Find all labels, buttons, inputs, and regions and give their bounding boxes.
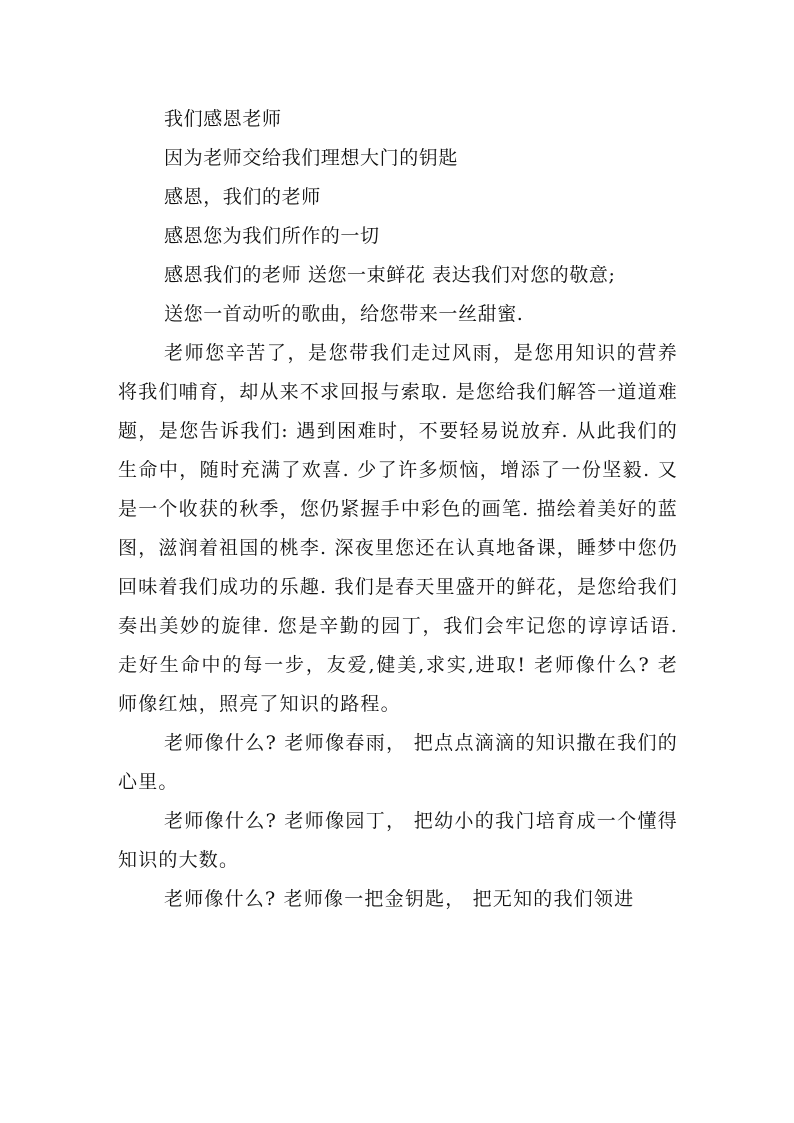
body-paragraph: 老师像什么? 老师像园丁， 把幼小的我门培育成一个懂得知识的大数。: [118, 810, 678, 871]
poem-line: 因为老师交给我们理想大门的钥匙: [164, 147, 459, 169]
poem-line: 感恩，我们的老师: [164, 186, 321, 208]
body-paragraph: 老师像什么? 老师像一把金钥匙， 把无知的我们领进: [164, 888, 635, 910]
poem-line: 感恩我们的老师 送您一束鲜花 表达我们对您的敬意;: [164, 264, 616, 286]
body-paragraph: 老师像什么? 老师像春雨， 把点点滴滴的知识撒在我们的心里。: [118, 732, 678, 793]
document-body: [118, 100, 678, 919]
poem-line: 送您一首动听的歌曲，给您带来一丝甜蜜.: [164, 303, 524, 325]
body-paragraph: 老师您辛苦了，是您带我们走过风雨，是您用知识的营养将我们哺育，却从来不求回报与索取. 是您给我们解答一道道难题，是您告诉我们: 遇到困难时，不要轻易说放弃. 从此我们的生命中，随时充满了欢喜. 少了许多烦恼，增添了一份坚毅. 又是一个收获的秋季，您仍紧握手中彩色的画笔. 描绘着美好的蓝图，滋润着祖国的桃李. 深夜里您还在认真地备课，睡梦中您仍回味着我们成功的乐趣. 我们是春天里盛开的鲜花，是您给我们奏出美妙的旋律. 您是辛勤的园丁，我们会牢记您的谆谆话语. 走好生命中的每一步，友爱,健美,求实,进取! 老师像什么? 老师像红烛，照亮了知识的路程。: [118, 342, 678, 715]
poem-line: 感恩您为我们所作的一切: [164, 225, 380, 247]
poem-line: 我们感恩老师: [164, 108, 282, 130]
